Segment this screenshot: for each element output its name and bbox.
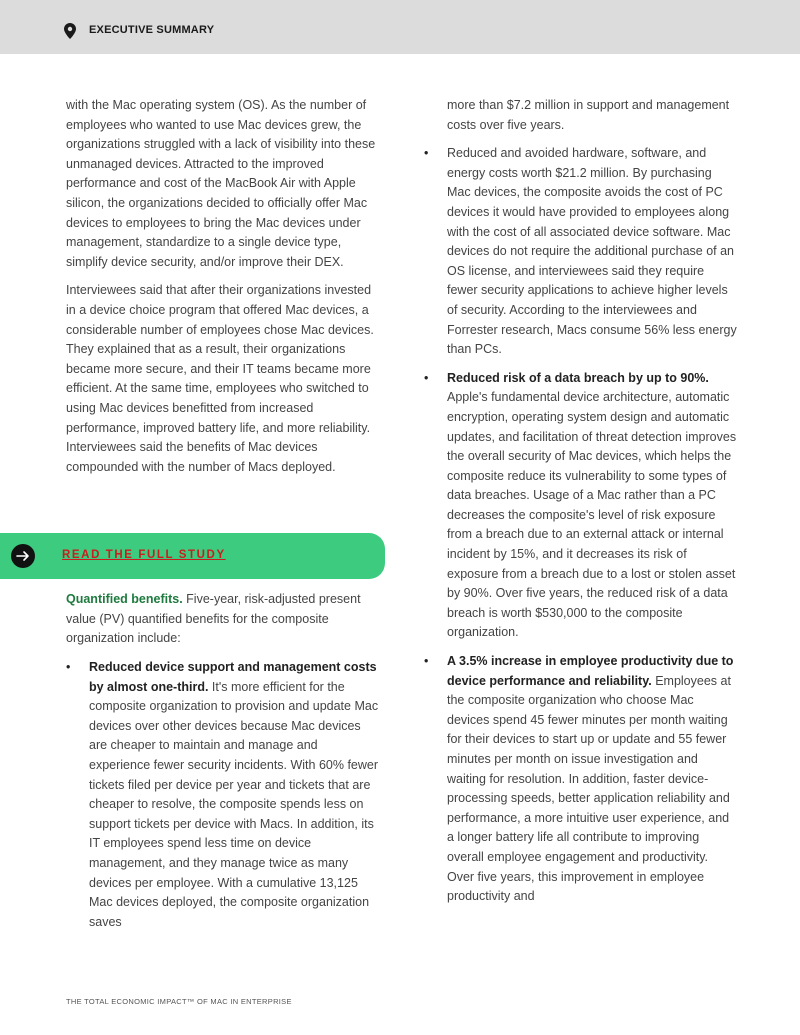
continuation-text: more than $7.2 million in support and management costs over five years.: [447, 98, 730, 132]
bullet: •: [424, 146, 429, 161]
benefit-heading: Reduced risk of a data breach by up to 90%.: [447, 370, 709, 385]
left-column: [66, 96, 378, 477]
right-benefit-list: [424, 144, 737, 907]
intro-paragraph: with the Mac operating system (OS). As the number of employees who wanted to use Mac devices grew, the organizations struggled with a lack of visibility into these unmanaged devices. Attracted to the improved performance and cost of the MacBook Air with Apple silicon, the organizations decided to officially offer Mac devices to employees to bring the Mac devices under management, standardize to a single device type, simplify device security, and/or improve their DEX.: [66, 98, 376, 269]
list-item: [424, 144, 737, 360]
benefit-heading: A 3.5% increase in employee productivity due to device performance and reliability.: [447, 654, 734, 688]
benefit-text: Apple's fundamental device architecture, automatic encryption, operating system design and automatic updates, and facilitation of threat detection improves the overall security of Mac devices, which helps the composite reduce its vulnerability to some types of data breaches. Usage of a Mac rather than a PC decreases the composite's level of risk exposure from a breach due to an external attack or internal incident by 15%, and it decreases its risk of exposure from a breach due to a lost or stolen asset by 90%. Over five years, the reduced risk of a data breach is worth $530,000 to the composite organization.: [447, 390, 737, 640]
benefit-heading: Reduced device support and management costs by almost one-third.: [89, 660, 377, 694]
benefit-text: It's more efficient for the composite organization to provision and update Mac devices over other devices because Mac devices are cheaper to maintain and manage and experience fewer security incidents. With 60% fewer tickets filed per device per year and tickets that are cheaper to resolve, the composite spends less on support tickets per device with Macs. In addition, its IT employees spend less time on device management, and they manage twice as many devices per employee. With a cumulative 13,125 Mac devices deployed, the composite organization saves: [89, 679, 379, 929]
bullet: •: [66, 660, 71, 674]
interviewees-paragraph: Interviewees said that after their organizations invested in a device choice program that offered Mac devices, a considerable number of employees chose Mac devices. They explained that as a result, their organizations became more secure, and their IT teams became more efficient. At the same time, employees who switched to using Mac devices benefitted from increased performance, improved battery life, and more reliability. Interviewees said the benefits of Mac devices compounded with the number of Macs deployed.: [66, 283, 374, 474]
list-item: [424, 652, 737, 907]
bullet: •: [424, 370, 429, 385]
left-benefit-list: [66, 658, 379, 932]
right-column: [424, 96, 737, 907]
read-full-study-banner[interactable]: [0, 533, 385, 579]
section-title: EXECUTIVE SUMMARY: [89, 24, 215, 36]
benefit-text: Employees at the composite organization who choose Mac devices spend 45 fewer minutes per month waiting for their devices to start up or update and 55 fewer minutes per month on issue investigation and waiting for resolution. In addition, faster device-processing speeds, better application reliability and performance, a more intuitive user experience, and a longer battery life all contribute to improving overall employee engagement and productivity. Over five years, this improvement in employee productivity and: [447, 673, 731, 904]
quantified-benefits-lead: Quantified benefits.: [66, 592, 183, 606]
location-pin-icon: [64, 23, 76, 39]
benefit-text: Reduced and avoided hardware, software, and energy costs worth $21.2 million. By purchasing Mac devices, the composite avoids the cost of PC devices it would have provided to employees along with the cost of all associated device software. Mac devices do not require the additional purchase of an OS license, and interviewees said they require fewer security applications to achieve higher levels of security. According to the interviewees and Forrester research, Macs consume 56% less energy than PCs.: [447, 146, 737, 357]
bullet: •: [424, 654, 429, 669]
header-bar: [0, 0, 800, 54]
read-full-study-link[interactable]: READ THE FULL STUDY: [62, 549, 226, 561]
quantified-benefits-intro: [66, 590, 381, 649]
quantified-benefits-text: Five-year, risk-adjusted present value (PV) quantified benefits for the composite organization include:: [66, 592, 361, 646]
page-footer: THE TOTAL ECONOMIC IMPACT™ OF MAC IN ENTERPRISE: [66, 997, 292, 1006]
list-item: [424, 369, 737, 643]
list-item: [66, 658, 379, 932]
arrow-right-icon: [11, 544, 35, 568]
